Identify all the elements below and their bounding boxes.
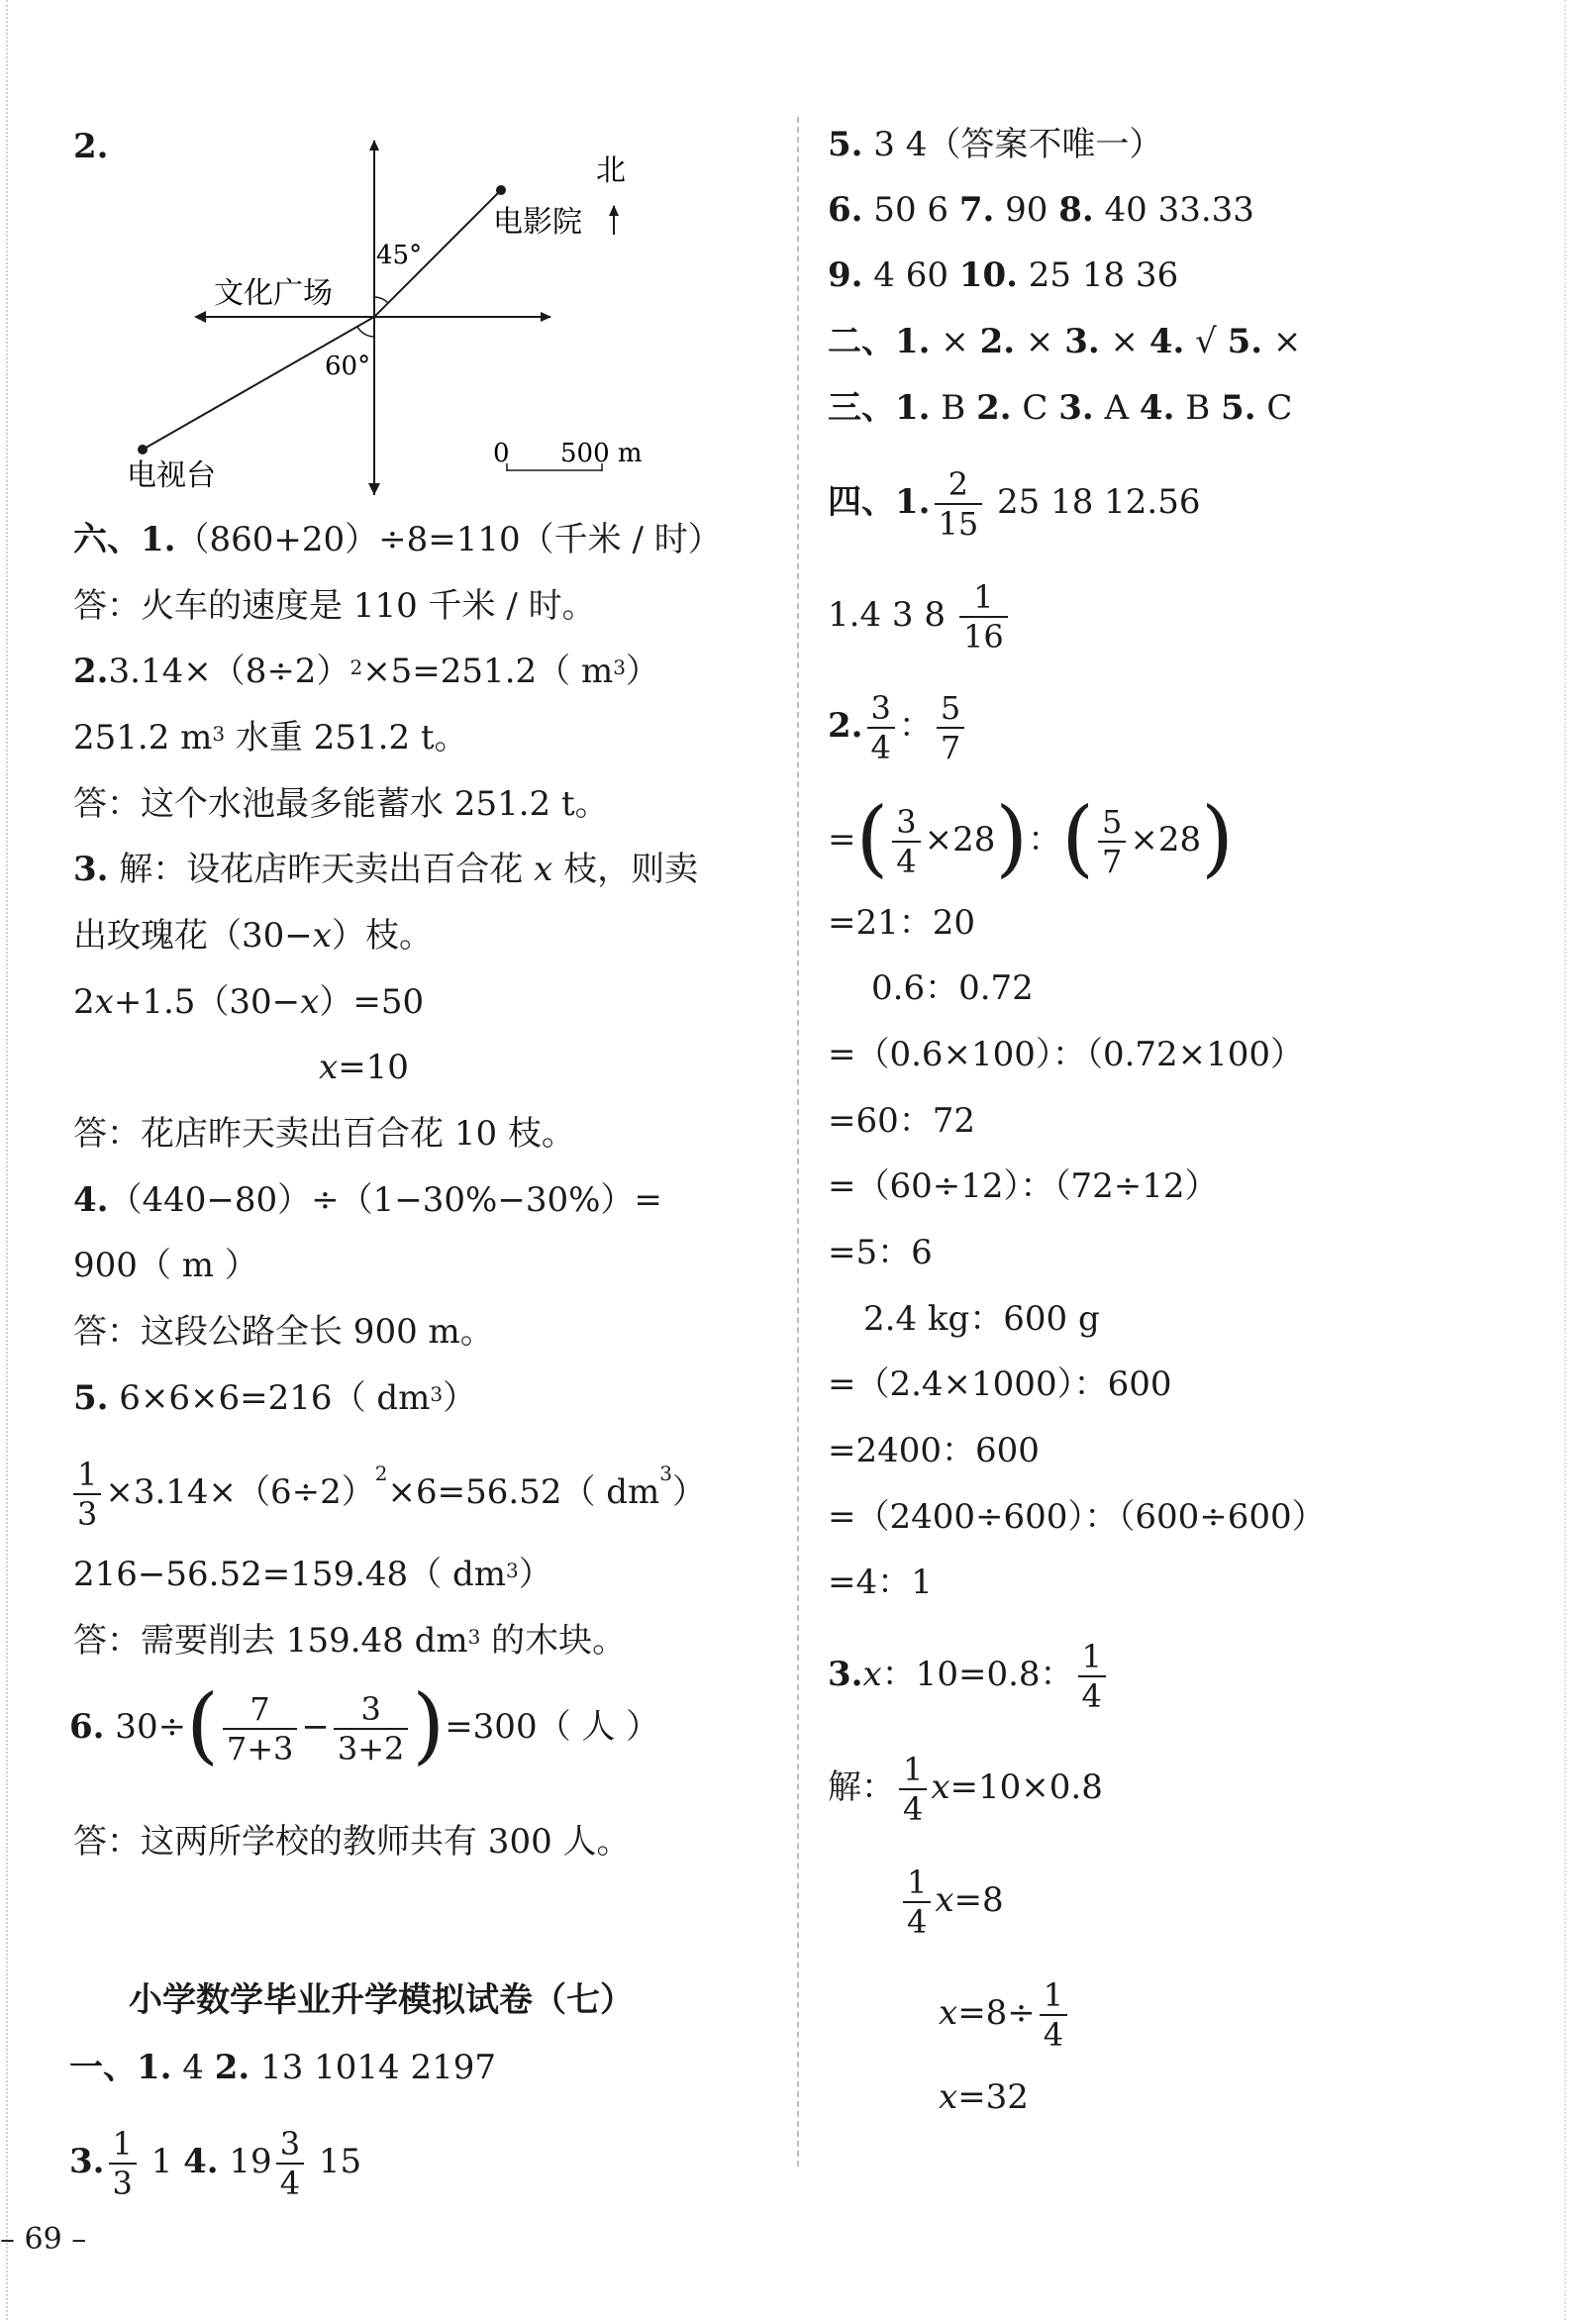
r-q2-step5: =60：72 [828, 1101, 976, 1141]
r-q2-step10: =2400：600 [828, 1431, 1040, 1470]
cinema-label: 电影院 [493, 205, 582, 240]
s6-q5-line3: 216−56.52=159.48（ $dm^3$） [73, 1555, 552, 1594]
r-q2-step2: =21：20 [828, 903, 976, 943]
s6-q5-line2: $\frac{1}{3}$ $\times 3.14\times(6\div 2)^2\times 6=56.52$（ $dm^3$） [69, 1456, 706, 1533]
r-q9-line: 9. 4 60 10. 25 18 36 [828, 255, 1179, 295]
s6-q6-line: 6. 30÷( $\frac{7}{7+3}$ − $\frac{3}{3+2}$ )=300（ 人 ） [69, 1676, 660, 1773]
r-q2-step6: =（60÷12）：（72÷12） [828, 1166, 1219, 1206]
tv-ray [143, 317, 374, 450]
scale-length-label: 500 m [560, 439, 643, 468]
right-margin-border [1564, 0, 1566, 2320]
tv-point [138, 445, 148, 454]
r-q3-solve3: x=8÷ $\frac{1}{4}$ [939, 1976, 1071, 2054]
r-q2-step1: =( $\frac{3}{4}$ ×28)：( $\frac{5}{7}$ ×28) [828, 789, 1234, 886]
exam-title: 小学数学毕业升学模拟试卷（七） [129, 1980, 634, 2020]
s6-q6-answer: 答：这两所学校的教师共有 300 人。 [73, 1822, 631, 1862]
s6-q2-line: $2.3.14\times(8\div 2)^2\times 5=251.2$（ $m^3$） [73, 652, 659, 691]
s6-q2-answer: 答：这个水池最多能蓄水 251.2 t。 [73, 784, 609, 824]
s6-q3-line: 3. 解：设花店昨天卖出百合花 x 枝，则卖 [73, 850, 699, 889]
angle-45-label: 45° [376, 241, 423, 270]
r-q2-step12: =4：1 [828, 1563, 933, 1602]
north-label: 北 [596, 153, 626, 188]
r-q2-step11: =（2400÷600）：（600÷600） [828, 1497, 1326, 1537]
tv-station-label: 电视台 [127, 458, 216, 493]
r-q2-step3: 0.6：0.72 [871, 968, 1034, 1008]
r-q3-solve2: $\frac{1}{4}$ x=8 [899, 1864, 1004, 1941]
left-margin-border [6, 0, 8, 2320]
culture-square-label: 文化广场 [214, 276, 333, 311]
r-q2-step4: =（0.6×100）：（0.72×100） [828, 1035, 1305, 1074]
question-2-label: 2. [73, 127, 109, 166]
r-q6-line: 6. 50 6 7. 90 8. 40 33.33 [828, 190, 1254, 230]
s6-q4-line: 4.（440−80）÷（1−30%−30%）= [73, 1180, 662, 1220]
s6-q3-answer: 答：花店昨天卖出百合花 10 枝。 [73, 1114, 575, 1154]
s6-q5-line: 5. 6×6×6=216（ $dm^3$） [73, 1378, 477, 1418]
exam-p1-line: 一、1. 4 2. 13 1014 2197 [69, 2048, 496, 2087]
angle-60-label: 60° [325, 352, 371, 381]
exam-p3-line: 3. $\frac{1}{3}$ 1 4. 19 $\frac{3}{4}$ 15 [69, 2125, 362, 2202]
r-part4-line2: 1.4 3 8 $\frac{1}{16}$ [828, 578, 1012, 656]
r-part2-line: 二、1. × 2. × 3. × 4. √ 5. × [828, 322, 1302, 361]
r-q3-line: 3.x：10=0.8： $\frac{1}{4}$ [828, 1638, 1110, 1715]
r-q2-step9: =（2.4×1000）：600 [828, 1364, 1172, 1404]
r-q2-step8: 2.4 kg：600 g [863, 1299, 1100, 1339]
s6-q1-answer: 答：火车的速度是 110 千米 / 时。 [73, 586, 596, 626]
r-q2-step7: =5：6 [828, 1233, 933, 1272]
s6-q3-line2: 出玫瑰花（30−x）枝。 [73, 916, 433, 956]
r-q2-line: 2. $\frac{3}{4}$ ： $\frac{5}{7}$ [828, 689, 968, 766]
r-part4-line: 四、1. $\frac{2}{15}$ 25 18 12.56 [828, 465, 1201, 543]
cinema-point [496, 185, 506, 195]
s6-q1-line: 六、1.（860+20）÷8=110（千米 / 时） [73, 520, 722, 559]
direction-diagram [119, 131, 673, 502]
s6-q3-equation: 2x+1.5（30−x）=50 [73, 982, 425, 1022]
fraction-one-third: $\frac{1}{3}$ [73, 1456, 101, 1533]
page-number: – 69 – [0, 2222, 87, 2257]
r-q3-solve4: x=32 [939, 2077, 1029, 2117]
r-q3-solve1: 解： $\frac{1}{4}$ x=10×0.8 [828, 1751, 1103, 1828]
s6-q3-solution: x=10 [319, 1048, 409, 1087]
r-part3-line: 三、1. B 2. C 3. A 4. B 5. C [828, 388, 1293, 428]
scale-zero-label: 0 [493, 439, 510, 468]
s6-q2-line2: 251.2 $m^3$ 水重 251.2 t。 [73, 718, 468, 757]
s6-q5-answer: 答：需要削去 159.48 $dm^3$ 的木块。 [73, 1621, 627, 1661]
s6-q4-answer: 答：这段公路全长 900 m。 [73, 1312, 494, 1352]
column-divider [797, 117, 799, 2167]
r-q5-line: 5. 3 4（答案不唯一） [828, 125, 1163, 164]
s6-q4-line2: 900（ m ） [73, 1246, 258, 1285]
